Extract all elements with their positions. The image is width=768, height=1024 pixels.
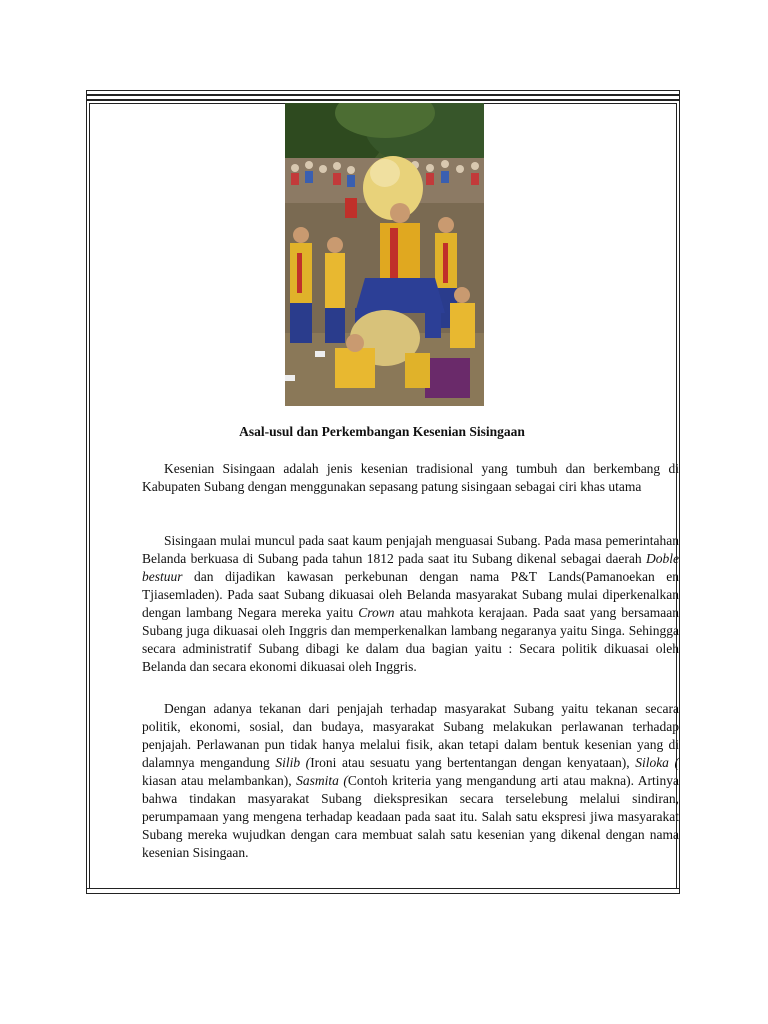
paragraph-2: [142, 532, 679, 676]
italic-term: Siloka (: [635, 755, 679, 770]
paragraph-text: kiasan atau melambankan),: [142, 773, 297, 788]
sisingaan-performance-photo: [285, 103, 484, 406]
paragraph-text: Ironi atau sesuatu yang bertentangan dengan kenyataan),: [310, 755, 636, 770]
paragraph-text: Dengan adanya tekanan dari penjajah terhadap masyarakat Subang yaitu tekanan secara politik, ekonomi, sosial, dan budaya, masyarakat Subang melakukan perlawanan terhadap penjajah. Perlawanan pun tidak hanya melalui fisik, akan tetapi dalam bentuk kesenian yang di dalamnya mengandung: [142, 701, 679, 770]
paragraph-3: [142, 700, 679, 862]
paragraph-text: atau mahkota kerajaan. Pada saat yang bersamaan Subang juga dikuasai oleh Inggris dan memperkenalkan lambang negaranya yaitu Singa. Sehingga secara administratif Subang dibagi ke dalam dua bagian yaitu : Secara politik dikuasai oleh Belanda dan secara ekonomi dikuasai oleh Inggris.: [142, 605, 680, 674]
paragraph-1: [142, 460, 679, 496]
border-bottom-rule: [87, 888, 679, 893]
italic-term: Crown: [358, 605, 395, 620]
paragraph-text: Sisingaan mulai muncul pada saat kaum penjajah menguasai Subang. Pada masa pemerintahan Belanda berkuasa di Subang pada tahun 1812 pada saat itu Subang dikenal sebagai daerah: [142, 533, 679, 566]
document-title: Asal-usul dan Perkembangan Kesenian Sisingaan: [239, 424, 525, 439]
paragraph-text: dan dijadikan kawasan perkebunan dengan nama P&T Lands(Pamanoekan en Tjiasemladen). Pada saat Subang dikuasai oleh Belanda masyarakat Subang mulai diperkenalkan dengan lambang Negara mereka yaitu: [142, 569, 679, 620]
paragraph-text: Kesenian Sisingaan adalah jenis kesenian tradisional yang tumbuh dan berkembang di Kabupaten Subang dengan menggunakan sepasang patung sisingaan sebagai ciri khas utama: [142, 461, 679, 494]
italic-term: Sasmita (: [296, 773, 348, 788]
border-top-double-rule: [87, 91, 679, 101]
paragraph-text: Contoh kriteria yang mengandung arti atau makna). Artinya bahwa tindakan masyarakat Subang diekspresikan secara terselebung melalui sindiran, perumpamaan yang mengena terhadap keadaan pada saat itu. Salah satu ekspresi jiwa masyarakat Subang mereka wujudkan dengan cara membuat salah satu kesenian yang dikenal dengan nama kesenian Sisingaan.: [142, 773, 679, 860]
italic-term: Silib (: [275, 755, 311, 770]
italic-term: Doble bestuur: [142, 551, 679, 584]
